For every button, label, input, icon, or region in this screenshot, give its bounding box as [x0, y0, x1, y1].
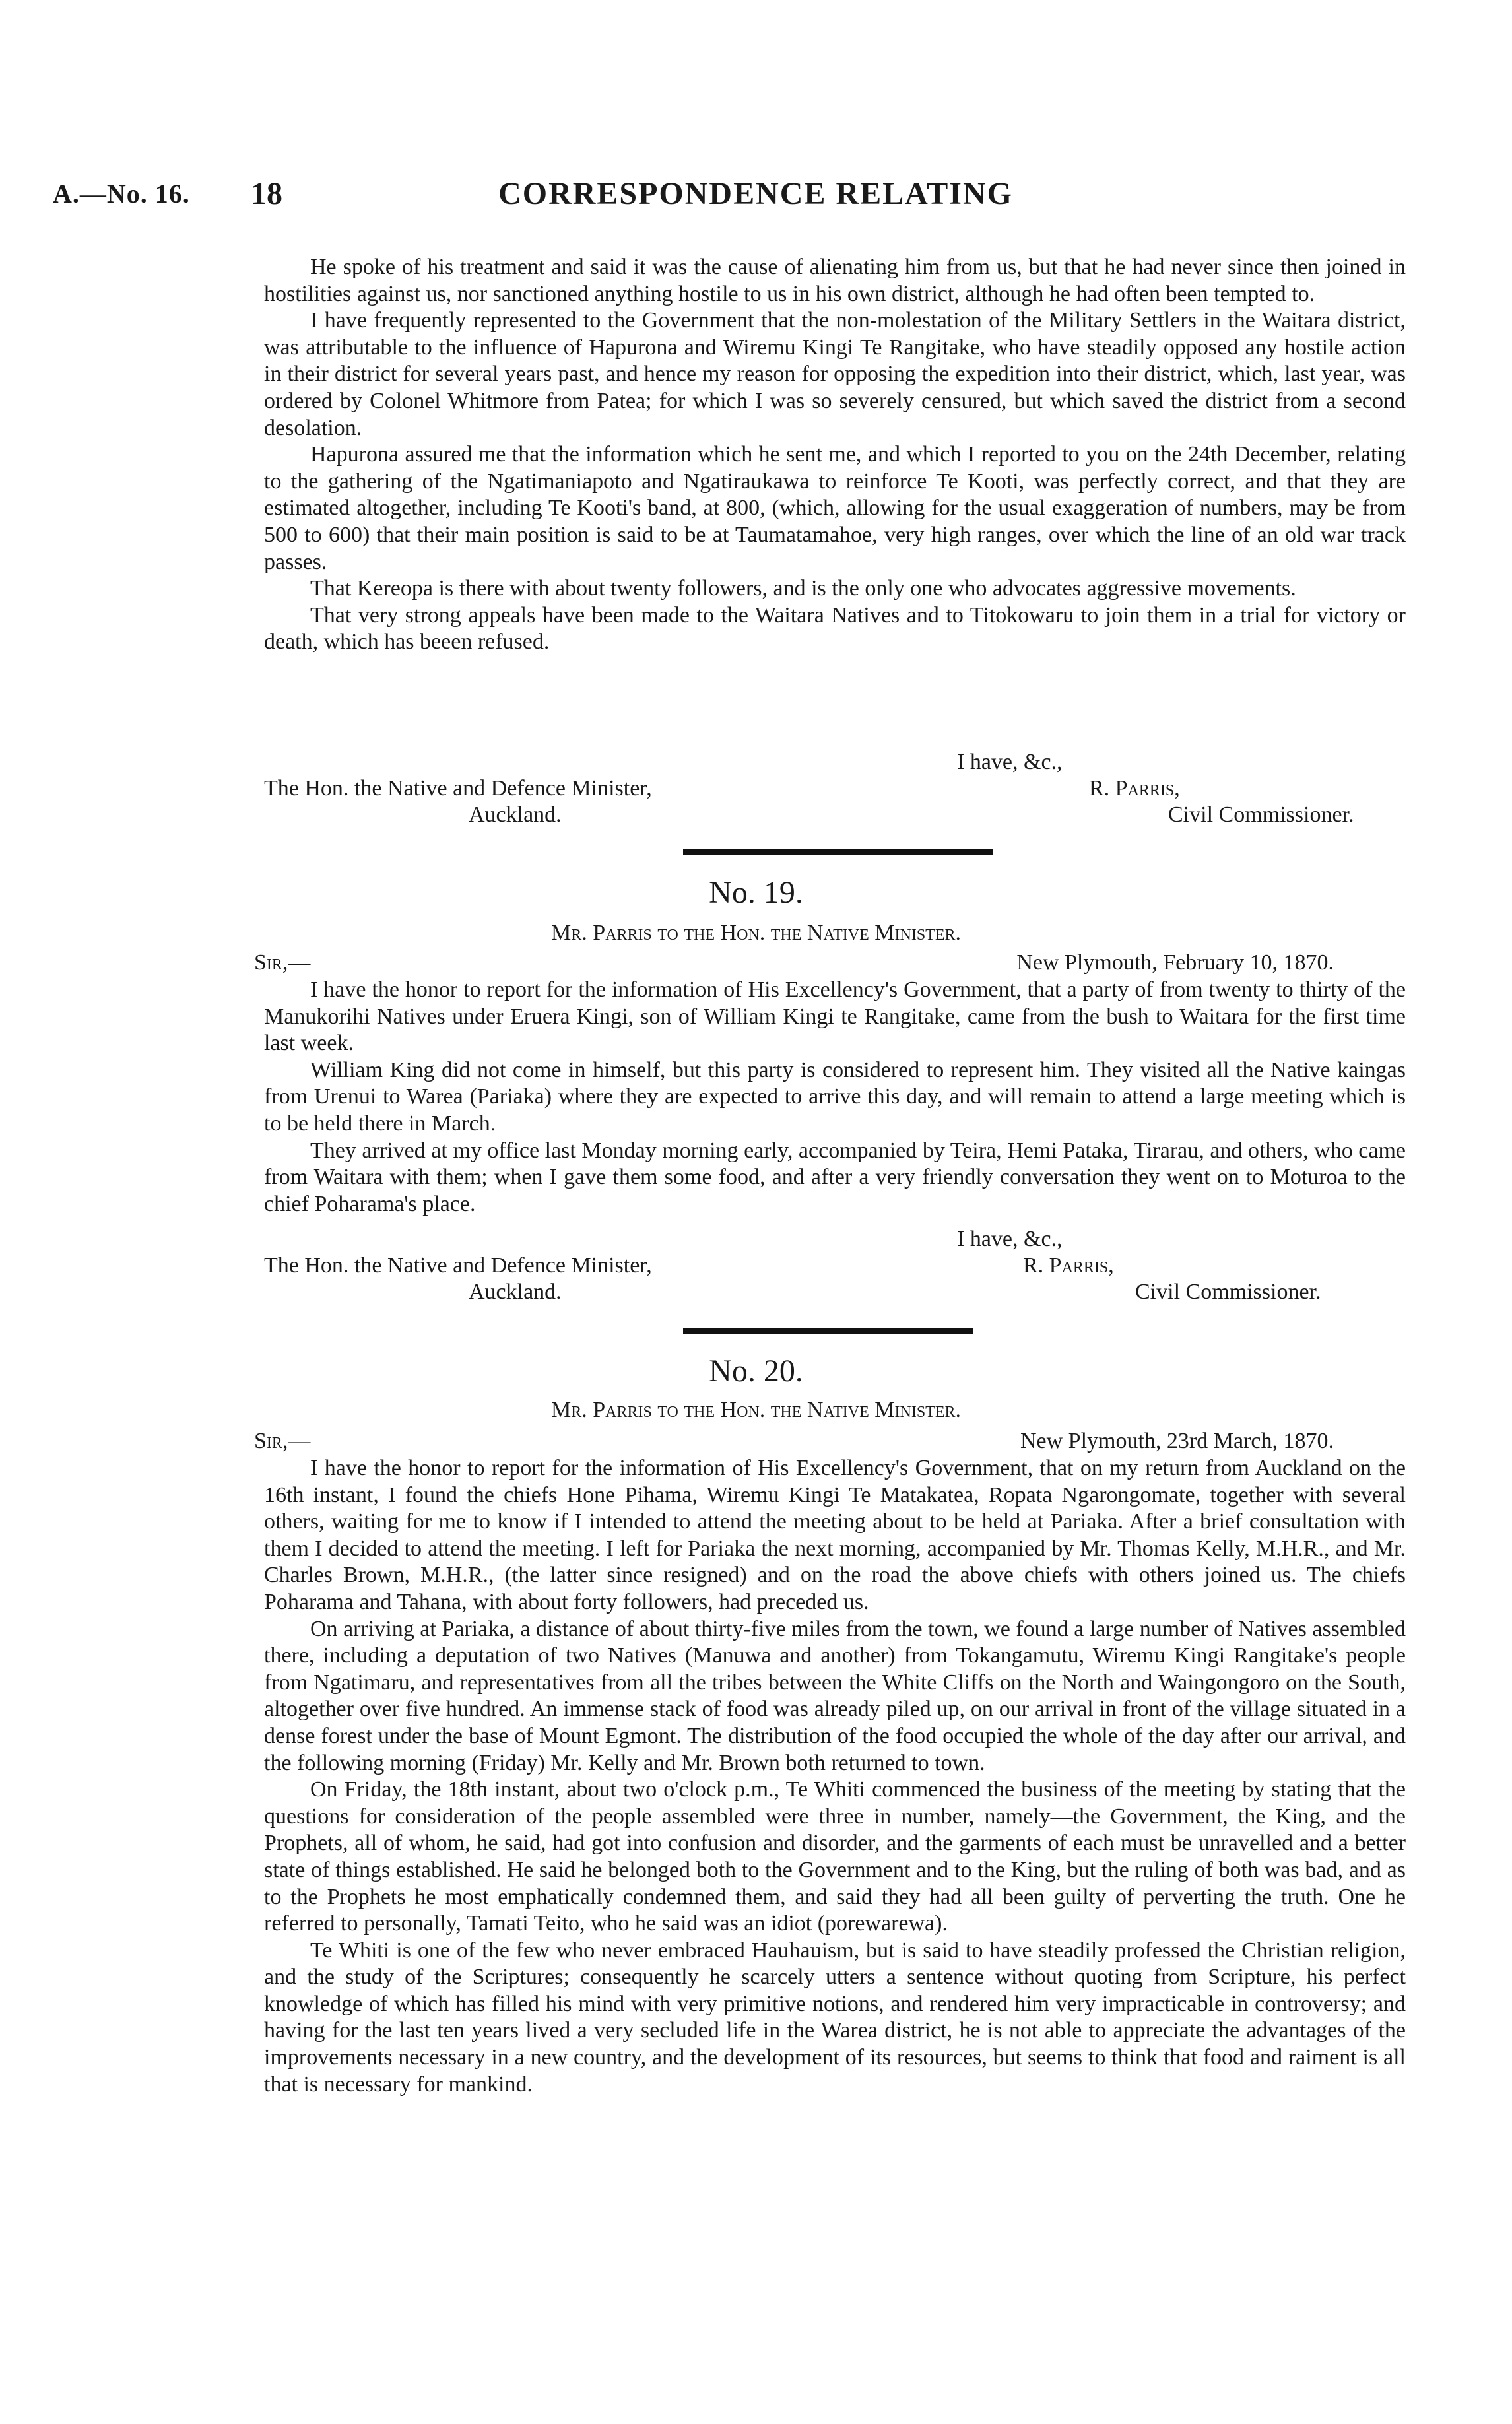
- addressee: The Hon. the Native and Defence Minister,: [264, 776, 652, 801]
- salutation: Sir,—: [254, 1429, 311, 1453]
- closing: I have, &c.,: [957, 750, 1063, 774]
- letter-subtitle: Mr. Parris to the Hon. the Native Minister.: [550, 921, 961, 945]
- place: Auckland.: [469, 1280, 562, 1304]
- section-divider: [683, 1328, 973, 1334]
- paragraph: He spoke of his treatment and said it was the cause of alienating him from us, but that he had never since then joined in hostilities against us, nor sanctioned anything hostile to us in his own district, although he had often been tempted to.: [264, 255, 1406, 306]
- paragraph: On arriving at Pariaka, a distance of about thirty-five miles from the town, we found a large number of Natives assembled there, including a deputation of two Natives (Manuwa and another) from Tokangamutu, Wiremu Kingi Rangitake's people from Ngatimaru, and representatives from all the tribes between the White Cliffs on the North and Waingongoro on the South, altogether over five hundred. An immense stack of food was already piled up, on our arrival in front of the village situated in a dense forest under the base of Mount Egmont. The distribution of the food occupied the whole of the day after our arrival, and the following morning (Friday) Mr. Kelly and Mr. Brown both returned to town.: [264, 1616, 1406, 1775]
- signoff-1: [264, 749, 1406, 835]
- paragraph: That Kereopa is there with about twenty followers, and is the only one who advocates aggressive movements.: [310, 576, 1296, 601]
- closing: I have, &c.,: [957, 1227, 1063, 1251]
- document-reference: A.—No. 16.: [53, 179, 190, 209]
- addressee: The Hon. the Native and Defence Minister,: [264, 1253, 652, 1278]
- letter-subtitle: Mr. Parris to the Hon. the Native Minister.: [550, 1398, 961, 1422]
- signer: R. Parris,: [1089, 776, 1180, 801]
- letter-19-body: [264, 977, 1406, 1218]
- paragraph: Te Whiti is one of the few who never embraced Hauhauism, but is said to have steadily professed the Christian religion, and the study of the Scriptures; consequently he scarcely utters a sentence without quoting from Scripture, his perfect knowledge of which has filled his mind with very primitive notions, and rendered him very impracticable in controversy; and having for the last ten years lived a very secluded life in the Warea district, he is not able to appreciate the advantages of the improvements necessary in a new country, and the development of its resources, but seems to think that food and raiment is all that is necessary for mankind.: [264, 1938, 1406, 2097]
- paragraph: I have frequently represented to the Government that the non-molestation of the Military Settlers in the Waitara district, was attributable to the influence of Hapurona and Wiremu Kingi Te Rangitake, who have steadily opposed any hostile action in their district for several years past, and hence my reason for opposing the expedition into their district, which, last year, was ordered by Colonel Whitmore from Patea; for which I was so severely censured, but which saved the district from a second desolation.: [264, 308, 1406, 440]
- paragraph: William King did not come in himself, but this party is considered to represent him. They visited all the Native kaingas from Urenui to Warea (Pariaka) where they are expected to arrive this day, and will remain to attend a large meeting which is to be held there in March.: [264, 1057, 1406, 1136]
- signer-role: Civil Commissioner.: [1135, 1280, 1321, 1304]
- letter-number: No. 19.: [709, 875, 803, 910]
- page-title: CORRESPONDENCE RELATING: [498, 176, 1013, 211]
- letter-20-body: [264, 1455, 1406, 2098]
- signer-role: Civil Commissioner.: [1168, 803, 1354, 827]
- signoff-19: [264, 1226, 1406, 1312]
- dateline: New Plymouth, February 10, 1870.: [1016, 950, 1334, 975]
- place: Auckland.: [469, 803, 562, 827]
- paragraph: I have the honor to report for the information of His Excellency's Government, that on my return from Auckland on the 16th instant, I found the chiefs Hone Pihama, Wiremu Kingi Te Matakatea, Ropata Ngarongomate, together with several others, waiting for me to know if I intended to attend the meeting about to be held at Pariaka. After a brief consultation with them I decided to attend the meeting. I left for Pariaka the next morning, accompanied by Mr. Thomas Kelly, M.H.R., and Mr. Charles Brown, M.H.R., (the latter since resigned) and on the road the above chiefs with others joined us. The chiefs Poharama and Tahana, with about forty followers, had preceded us.: [264, 1456, 1406, 1614]
- paragraph: On Friday, the 18th instant, about two o'clock p.m., Te Whiti commenced the business of the meeting by stating that the questions for consideration of the people assembled were three in number, namely—the Government, the King, and the Prophets, all of whom, he said, had got into confusion and disorder, and the garments of each must be unravelled and a better state of things established. He said he belonged both to the Government and to the King, but the ruling of both was bad, and as to the Prophets he most emphatically condemned them, and said they had all been guilty of perverting the truth. One he referred to personally, Tamati Teito, who he said was an idiot (porewarewa).: [264, 1777, 1406, 1936]
- signer: R. Parris,: [1023, 1253, 1114, 1278]
- paragraph: I have the honor to report for the information of His Excellency's Government, that a party of from twenty to thirty of the Manukorihi Natives under Eruera Kingi, son of William Kingi te Rangitake, came from the bush to Waitara for the first time last week.: [264, 977, 1406, 1056]
- intro-body: [264, 254, 1406, 656]
- paragraph: That very strong appeals have been made to the Waitara Natives and to Titokowaru to join them in a trial for victory or death, which has beeen refused.: [264, 603, 1406, 655]
- salutation: Sir,—: [254, 950, 311, 975]
- page-number: 18: [251, 176, 282, 211]
- dateline: New Plymouth, 23rd March, 1870.: [1020, 1429, 1334, 1453]
- letter-number: No. 20.: [709, 1354, 803, 1389]
- paragraph: Hapurona assured me that the information which he sent me, and which I reported to you on the 24th December, relating to the gathering of the Ngatimaniapoto and Ngatiraukawa to reinforce Te Kooti, was perfectly correct, and that they are estimated altogether, including Te Kooti's band, at 800, (which, allowing for the usual exaggeration of numbers, may be from 500 to 600) that their main position is said to be at Taumatamahoe, very high ranges, over which the line of an old war track passes.: [264, 442, 1406, 574]
- paragraph: They arrived at my office last Monday morning early, accompanied by Teira, Hemi Pataka, Tirarau, and others, who came from Waitara with them; when I gave them some food, and after a very friendly conversation they went on to Moturoa to the chief Poharama's place.: [264, 1138, 1406, 1216]
- running-header: [53, 178, 1459, 218]
- section-divider: [683, 849, 993, 855]
